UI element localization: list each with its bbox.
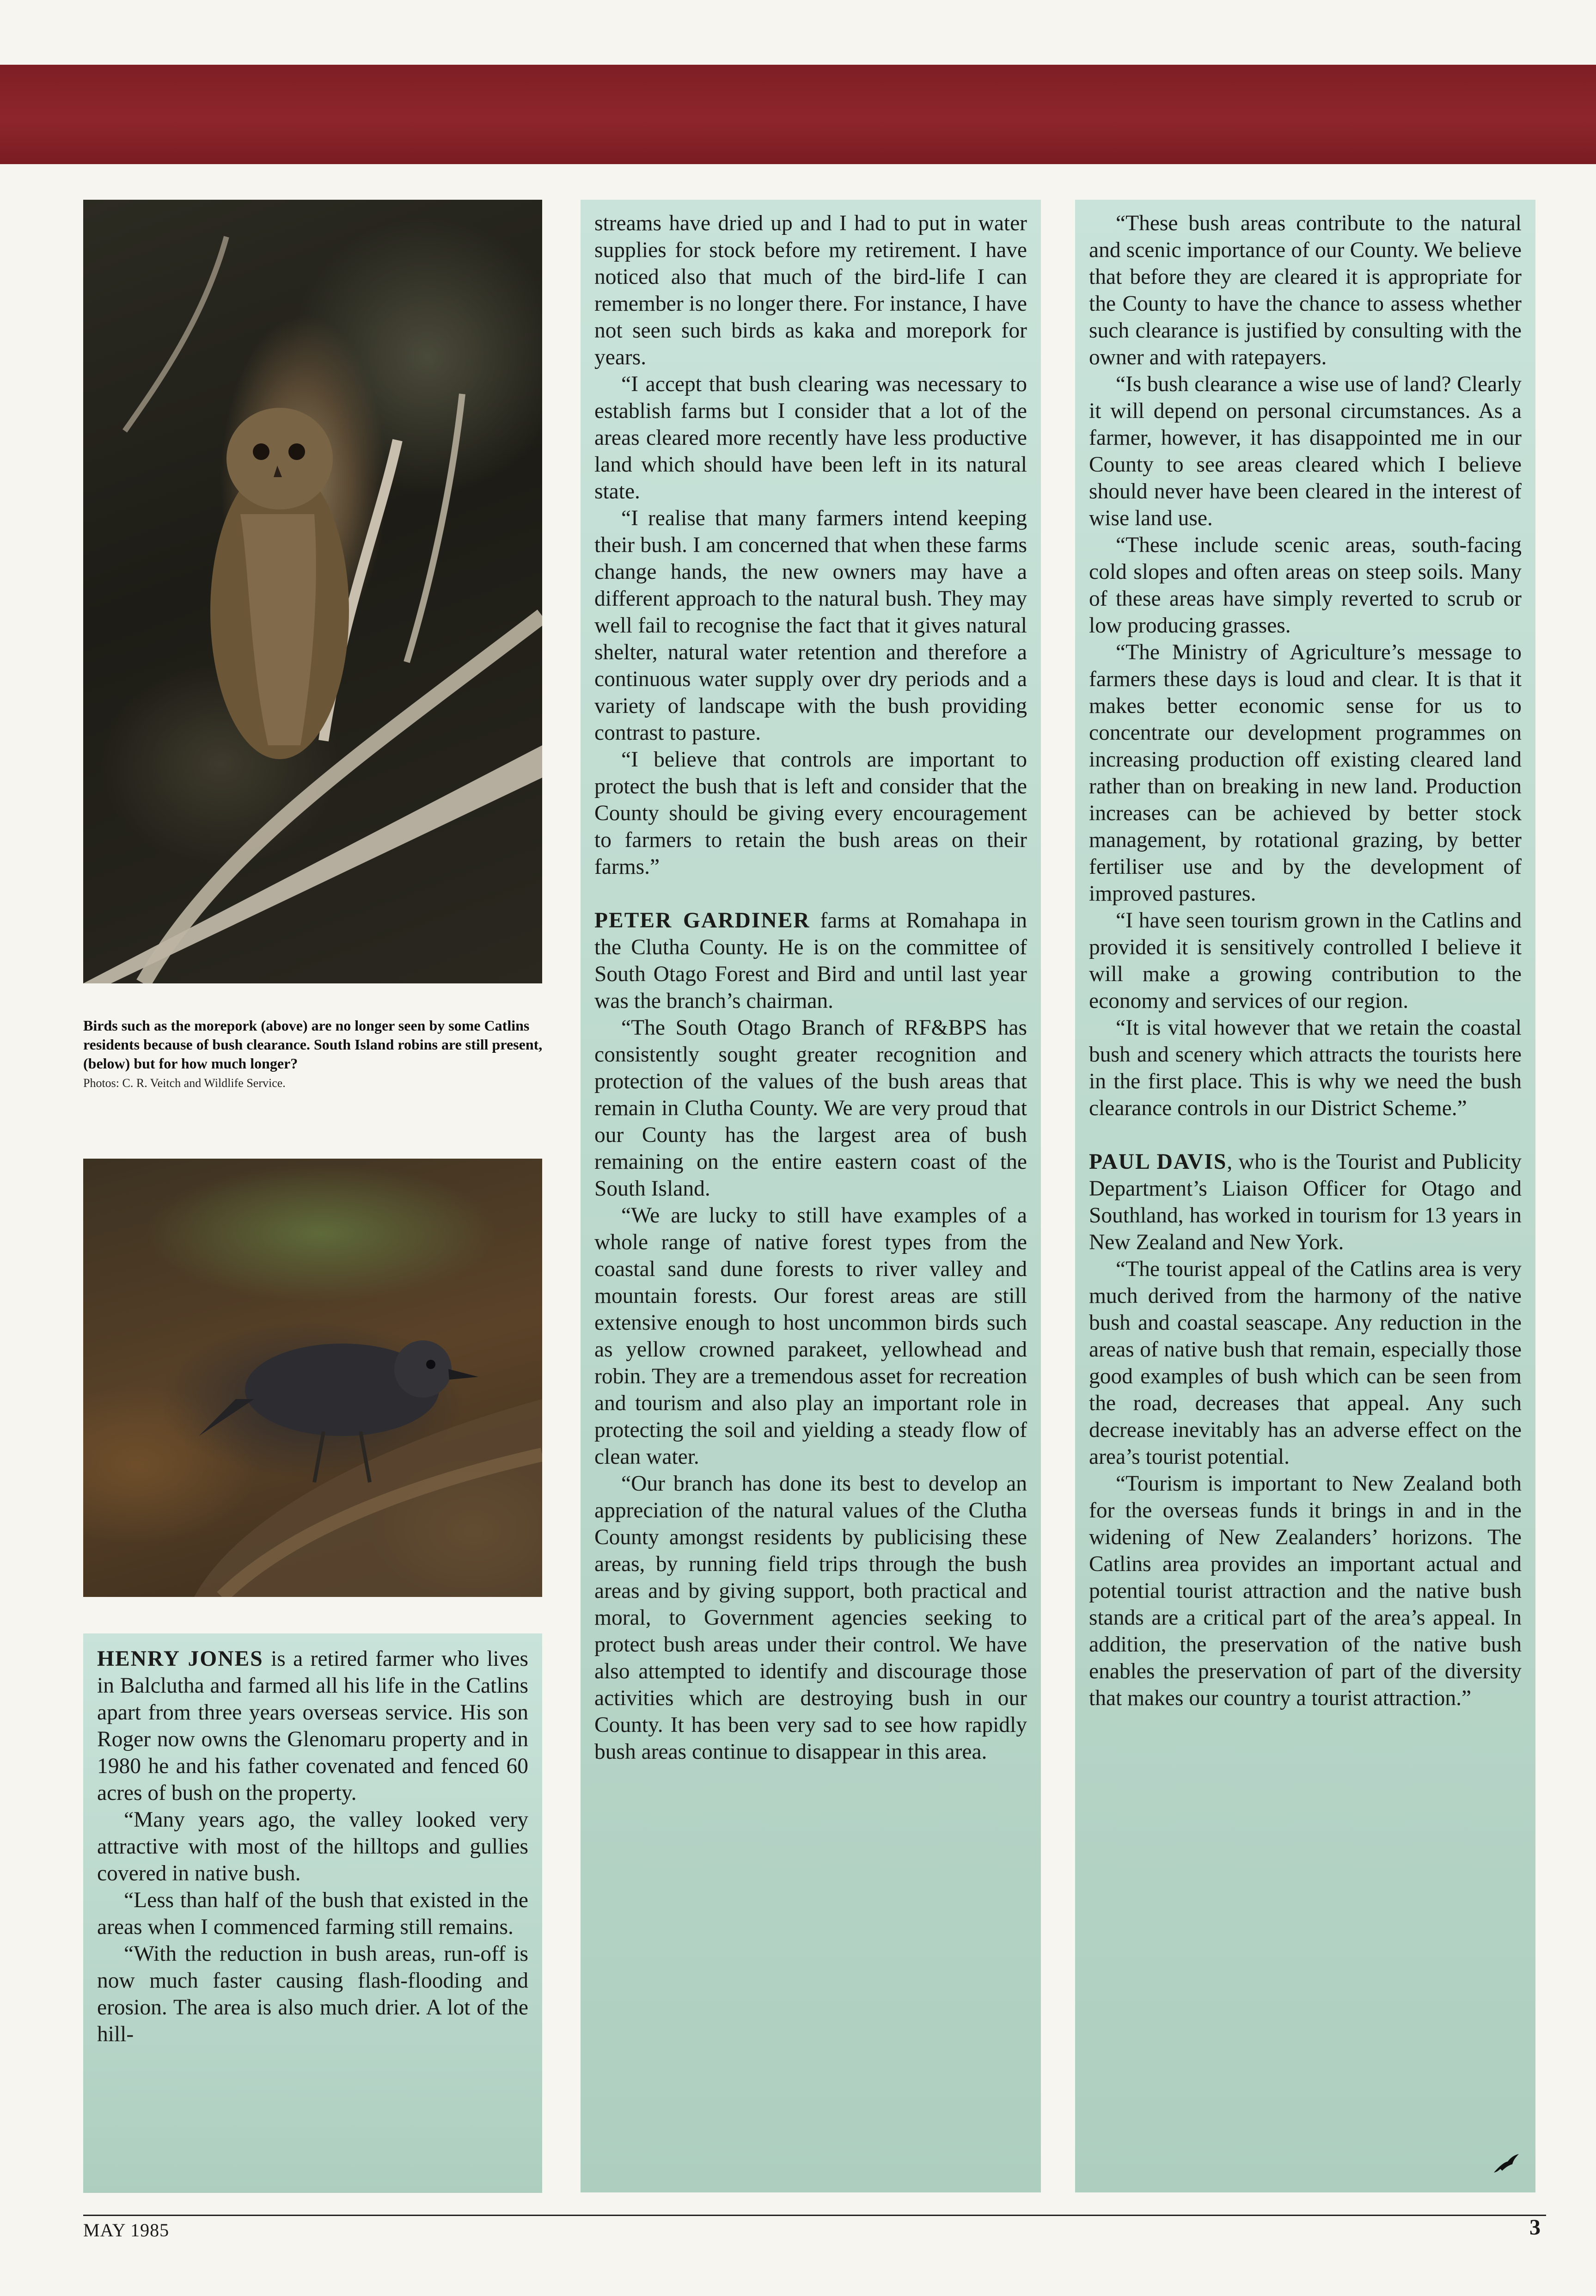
section-gap [1089, 1122, 1522, 1148]
peter-intro-text: farms at Romahapa in the Clutha County. He is on the committee of South Otago Forest and Bird and until last year was the branch’s chairman. [594, 909, 1027, 1013]
bird-end-mark-icon [1492, 2152, 1520, 2175]
henry-jones-panel [83, 1633, 542, 2193]
henry-paragraph: “Many years ago, the valley looked very attractive with most of the hilltops and gullies covered in native bush. [97, 1808, 528, 1885]
peter-paragraph: “These include scenic areas, south-facing cold slopes and often areas on steep soils. Many of these areas have simply reverted to scrub or low producing grasses. [1089, 533, 1522, 638]
peter-paragraph: “The Ministry of Agriculture’s message to farmers these days is loud and clear. It is that it makes better economic sense for us to concentrate our development programmes on increasing production off existing cleared land rather than on breaking in new land. Production increases can be achieved by better stock management, by rotational grazing, by better fertiliser use and by the development of improved pastures. [1089, 640, 1522, 906]
photo-caption [83, 1016, 545, 1092]
henry-intro-text: is a retired farmer who lives in Balclutha and farmed all his life in the Catlins apart from three years overseas service. His son Roger now owns the Glenomaru property and in 1980 he and his father covenated and fenced 60 acres of bush on the property. [97, 1647, 528, 1805]
robin-illustration [83, 1159, 542, 1597]
photo-credit: Photos: C. R. Veitch and Wildlife Service. [83, 1076, 286, 1090]
henry-paragraph: “I accept that bush clearing was necessary to establish farms but I consider that a lot of the areas cleared more recently have less productive land which should have been left in its natural state. [594, 372, 1027, 503]
peter-paragraph: “We are lucky to still have examples of a whole range of native forest types from the coastal sand dune forests to river valley and mountain forests. Our forest areas are still extensive enough to host uncommon birds such as yellow crowned parakeet, yellowhead and robin. They are a tremendous asset for recreation and tourism and also play an important role in protecting the soil and yielding a steady flow of clean water. [594, 1203, 1027, 1469]
right-column-panel [1075, 200, 1535, 2192]
section-gap [594, 880, 1027, 907]
morepork-illustration [83, 200, 542, 983]
middle-column-panel [581, 200, 1041, 2192]
peter-paragraph: “Is bush clearance a wise use of land? Clearly it will depend on personal circumstances. As a farmer, however, it has disappointed me in our County to see areas cleared which I believe should never have been cleared in the interest of wise land use. [1089, 372, 1522, 530]
henry-continued-paragraph: streams have dried up and I had to put in water supplies for stock before my retirement. I have noticed also that much of the bird-life I can remember is no longer there. For instance, I have not seen such birds as kaka and morepork for years. [594, 211, 1027, 369]
henry-paragraph: “With the reduction in bush areas, run-off is now much faster causing flash-flooding and erosion. The area is also much drier. A lot of the hill- [97, 1942, 528, 2046]
caption-text: Birds such as the morepork (above) are no longer seen by some Catlins residents because of bush clearance. South Island robins are still present, (below) but for how much longer? [83, 1017, 543, 1072]
issue-date: MAY 1985 [83, 2220, 170, 2241]
footer-rule [83, 2215, 1546, 2216]
peter-paragraph: “These bush areas contribute to the natural and scenic importance of our County. We believe that before they are cleared it is appropriate for the County to have the chance to assess whether such clearance is justified by consulting with the owner and with ratepayers. [1089, 211, 1522, 369]
morepork-photo [83, 200, 542, 983]
peter-paragraph: “I have seen tourism grown in the Catlins and provided it is sensitively controlled I believe it will make a growing contribution to the economy and services of our region. [1089, 909, 1522, 1013]
henry-paragraph: “Less than half of the bush that existed in the areas when I commenced farming still remains. [97, 1888, 528, 1939]
peter-paragraph: “Our branch has done its best to develop an appreciation of the natural values of the Clutha County amongst residents by publicising these areas, by running field trips through the bush areas and by giving support, both practical and moral, to Government agencies seeking to protect bush areas under their control. We have also attempted to identify and discourage those activities which are destroying bush in our County. It has been very sad to see how rapidly bush areas continue to disappear in this area. [594, 1472, 1027, 1764]
robin-photo [83, 1159, 542, 1597]
henry-paragraph: “I realise that many farmers intend keeping their bush. I am concerned that when these farms change hands, the new owners may have a different approach to the natural bush. They may well fail to recognise the fact that it gives natural shelter, natural water retention and therefore a continuous water supply over dry periods and a variety of landscape with the bush providing contrast to pasture. [594, 506, 1027, 745]
paul-davis-name: PAUL DAVIS [1089, 1150, 1227, 1174]
henry-paragraph: “I believe that controls are important to protect the bush that is left and consider that the County should be giving every encouragement to farmers to retain the bush areas on their farms.” [594, 748, 1027, 879]
paul-intro-text: , who is the Tourist and Publicity Department’s Liaison Officer for Otago and Southland, has worked in tourism for 13 years in New Zealand and New York. [1089, 1150, 1522, 1254]
paul-intro [1089, 1148, 1522, 1256]
page-number: 3 [1529, 2215, 1541, 2240]
paul-paragraph: “The tourist appeal of the Catlins area is very much derived from the harmony of the native bush and coastal seascape. Any reduction in the areas of native bush that remain, especially those good examples of bush which can be seen from the road, decreases that appeal. Any such decrease inevitably has an adverse effect on the area’s tourist potential. [1089, 1257, 1522, 1469]
henry-intro [97, 1645, 528, 1806]
henry-jones-name: HENRY JONES [97, 1647, 263, 1671]
peter-intro [594, 907, 1027, 1014]
peter-paragraph: “It is vital however that we retain the coastal bush and scenery which attracts the tourists here in the first place. This is why we need the bush clearance controls in our District Scheme.” [1089, 1016, 1522, 1120]
header-color-band [0, 65, 1596, 164]
peter-gardiner-name: PETER GARDINER [594, 909, 810, 933]
peter-paragraph: “The South Otago Branch of RF&BPS has consistently sought greater recognition and protection of the values of the bush areas that remain in Clutha County. We are very proud that our County has the largest area of bush remaining on the entire eastern coast of the South Island. [594, 1016, 1027, 1201]
paul-paragraph: “Tourism is important to New Zealand both for the overseas funds it brings in and in the widening of New Zealanders’ horizons. The Catlins area provides an important actual and potential tourist attraction and the native bush stands are a critical part of the area’s appeal. In addition, the preservation of the native bush enables the preservation of part of the diversity that makes our country a tourist attraction.” [1089, 1472, 1522, 1710]
